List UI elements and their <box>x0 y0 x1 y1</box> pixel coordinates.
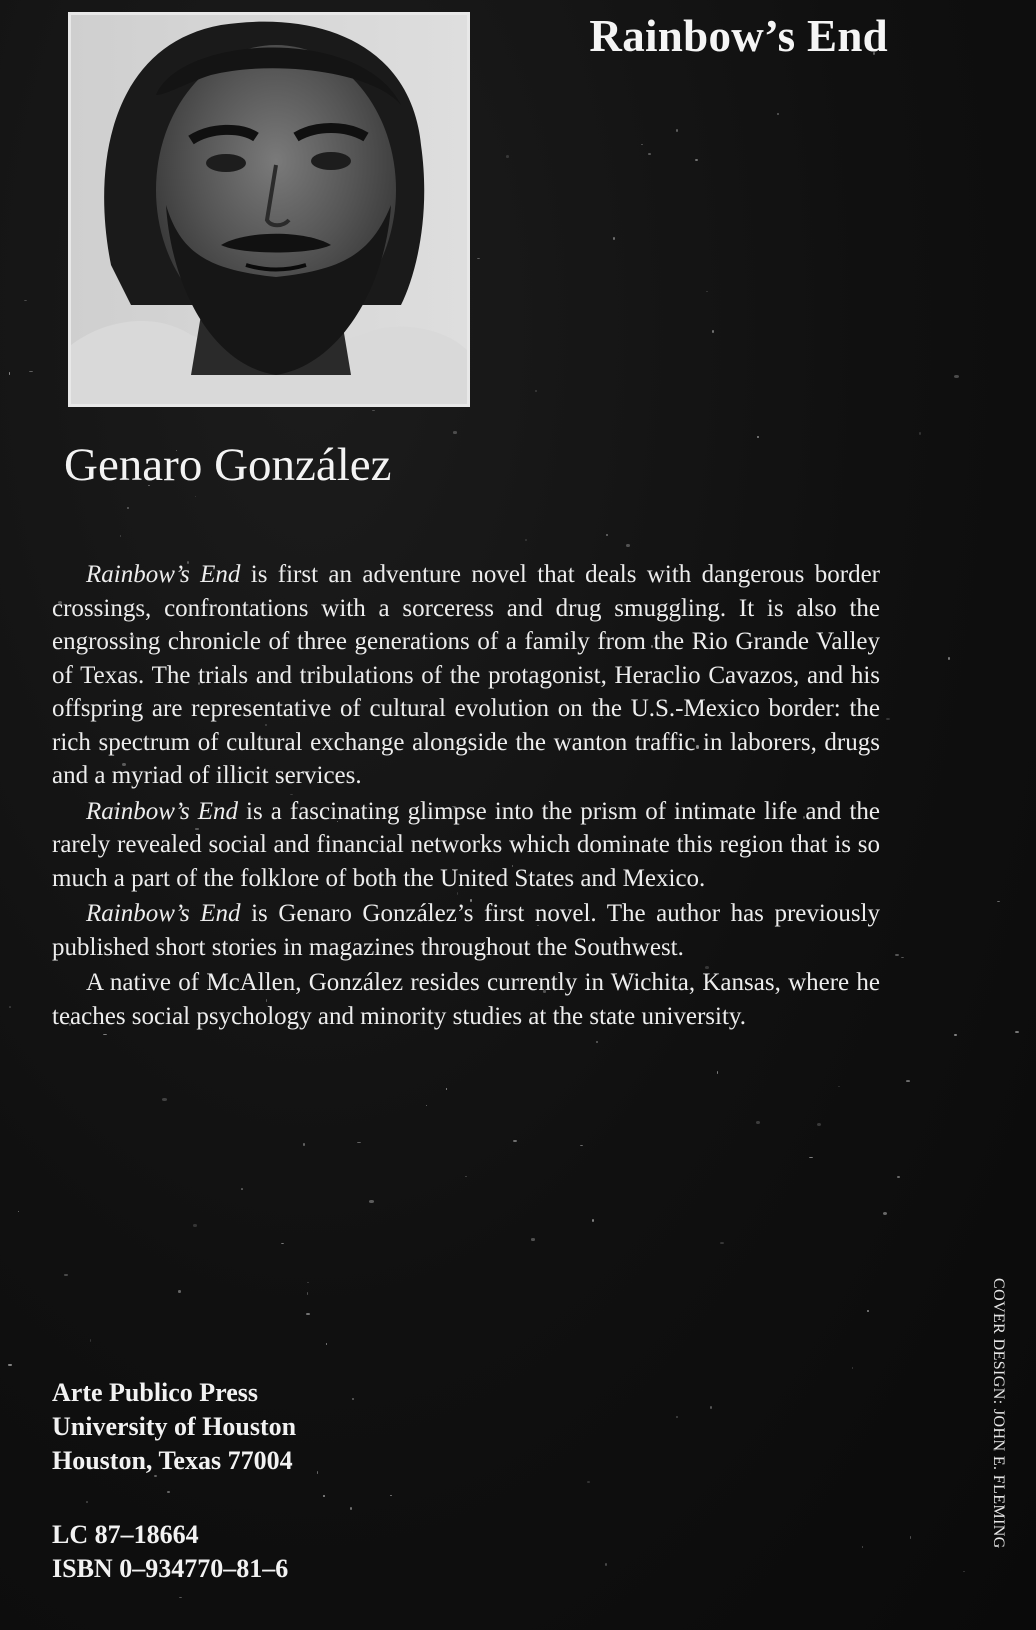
wear-speck <box>326 1343 327 1345</box>
wear-speck <box>676 129 678 132</box>
wear-speck <box>29 371 33 372</box>
wear-speck <box>281 1243 285 1244</box>
blurb-paragraph <box>52 558 880 793</box>
wear-speck <box>883 1212 887 1215</box>
wear-speck <box>352 1398 354 1400</box>
wear-speck <box>954 1034 958 1036</box>
wear-speck <box>167 1491 169 1493</box>
wear-speck <box>587 1481 591 1484</box>
wear-speck <box>303 1143 305 1146</box>
wear-speck <box>307 1292 309 1295</box>
wear-speck <box>241 1188 243 1190</box>
wear-speck <box>127 507 129 510</box>
wear-speck <box>120 535 122 537</box>
blurb-text: is Genaro González’s first novel. The author has previously published short stories in magazines throughout the Southwest. <box>52 900 880 961</box>
blurb-italic-title: Rainbow’s End <box>86 900 241 927</box>
wear-speck <box>720 1242 724 1244</box>
wear-speck <box>178 1290 180 1293</box>
wear-speck <box>390 1495 391 1496</box>
wear-speck <box>162 1098 166 1101</box>
isbn-number: ISBN 0–934770–81–6 <box>52 1554 289 1583</box>
wear-speck <box>195 496 196 497</box>
wear-speck <box>372 410 374 411</box>
wear-speck <box>626 544 629 547</box>
wear-speck <box>712 330 714 333</box>
wear-speck <box>838 1086 840 1087</box>
wear-speck <box>757 436 759 439</box>
wear-speck <box>426 1105 427 1106</box>
wear-speck <box>369 1200 373 1203</box>
wear-speck <box>592 1219 594 1222</box>
wear-speck <box>895 954 899 956</box>
author-name: Genaro González <box>64 439 392 491</box>
catalog-block <box>52 1518 288 1586</box>
blurb-text: A native of McAllen, González resides currently in Wichita, Kansas, where he teaches social psychology and minority studies at the state university. <box>52 969 880 1030</box>
wear-speck <box>477 258 480 259</box>
wear-speck <box>606 534 608 535</box>
wear-speck <box>307 1282 309 1284</box>
book-title: Rainbow’s End <box>589 11 888 61</box>
wear-speck <box>531 1238 535 1240</box>
cover-design-credit: COVER DESIGN: JOHN E. FLEMING <box>990 1278 1007 1549</box>
wear-speck <box>648 153 651 155</box>
wear-speck <box>86 1501 88 1503</box>
wear-speck <box>179 1597 182 1599</box>
wear-speck <box>525 539 527 541</box>
wear-speck <box>997 901 1000 902</box>
author-photo <box>68 12 470 407</box>
wear-speck <box>64 1274 68 1276</box>
wear-speck <box>8 1364 12 1365</box>
wear-speck <box>18 1211 19 1212</box>
wear-speck <box>906 1080 910 1082</box>
wear-speck <box>506 155 509 158</box>
wear-speck <box>613 237 615 240</box>
wear-speck <box>862 1546 863 1549</box>
wear-speck <box>580 1145 583 1146</box>
wear-speck <box>706 291 708 292</box>
wear-speck <box>9 1006 12 1008</box>
wear-speck <box>306 1313 310 1315</box>
publisher-name: Arte Publico Press <box>52 1378 259 1407</box>
wear-speck <box>910 1536 912 1539</box>
lc-number: LC 87–18664 <box>52 1520 199 1549</box>
blurb-paragraph <box>52 966 880 1033</box>
wear-speck <box>695 159 698 161</box>
blurb-italic-title: Rainbow’s End <box>86 797 239 825</box>
wear-speck <box>717 1071 719 1074</box>
blurb-paragraph <box>52 897 880 964</box>
wear-speck <box>641 144 643 145</box>
wear-speck <box>817 1123 821 1126</box>
wear-speck <box>867 1310 868 1311</box>
wear-speck <box>535 390 537 391</box>
wear-speck <box>919 432 920 435</box>
wear-speck <box>1015 1031 1019 1033</box>
wear-speck <box>886 718 890 720</box>
wear-speck <box>605 1563 606 1566</box>
blurb-paragraph <box>52 795 880 896</box>
wear-speck <box>852 1367 853 1369</box>
blurb-text: is a fascinating glimpse into the prism of intimate life and the rarely revealed social and financial networks which dominate this region that is so much a part of the folklore of both the United States and Mexico. <box>52 797 880 892</box>
blurb-italic-title: Rainbow’s End <box>86 561 241 588</box>
wear-speck <box>24 300 27 301</box>
wear-speck <box>954 375 958 378</box>
publisher-block <box>52 1376 296 1478</box>
wear-speck <box>596 1041 598 1042</box>
wear-speck <box>676 1416 678 1418</box>
wear-speck <box>9 372 11 374</box>
wear-speck <box>710 1406 712 1409</box>
publisher-institution: University of Houston <box>52 1412 297 1441</box>
wear-speck <box>317 1471 319 1474</box>
wear-speck <box>963 1571 965 1572</box>
wear-speck <box>465 1176 467 1177</box>
author-portrait <box>71 15 467 404</box>
wear-speck <box>193 1224 196 1227</box>
blurb <box>52 558 880 1033</box>
wear-speck <box>901 957 904 958</box>
wear-speck <box>809 1157 812 1158</box>
wear-speck <box>948 657 949 660</box>
wear-speck <box>897 1176 901 1178</box>
wear-speck <box>756 1121 759 1124</box>
wear-speck <box>446 1088 447 1090</box>
wear-speck <box>350 1507 353 1510</box>
wear-speck <box>513 1140 517 1142</box>
blurb-text: is first an adventure novel that deals with dangerous border crossings, confrontations with a sorceress and drug smuggling. It is also the engrossing chronicle of three generations of a family from the Rio Grande Valley of Texas. The trials and tribulations of the protagonist, Heraclio Cavazos, and his offspring are representative of cultural evolution on the U.S.-Mexico border: the rich spectrum of cultural exchange alongside the wanton traffic in laborers, drugs and a myriad of illicit services. <box>52 561 881 789</box>
wear-speck <box>777 113 778 115</box>
wear-speck <box>453 431 457 433</box>
publisher-address: Houston, Texas 77004 <box>52 1446 293 1475</box>
wear-speck <box>103 1034 107 1035</box>
wear-speck <box>357 1142 361 1144</box>
wear-speck <box>323 1495 325 1497</box>
wear-speck <box>90 1339 92 1342</box>
